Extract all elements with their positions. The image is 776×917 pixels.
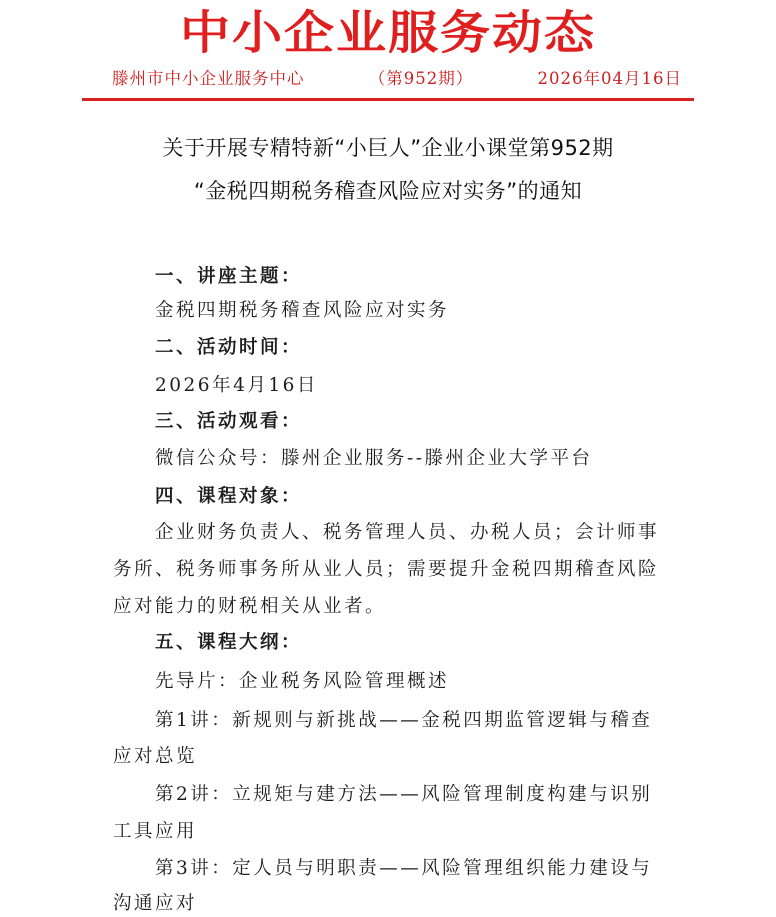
outline-line: 沟通应对 xyxy=(113,893,198,914)
audience-heading: 四、课程对象： xyxy=(155,486,303,507)
outline-line: 第1讲：新规则与新挑战——金税四期监管逻辑与稽查 xyxy=(155,710,653,731)
outline-line: 工具应用 xyxy=(113,821,198,842)
outline-line: 应对总览 xyxy=(113,746,198,767)
outline-heading: 五、课程大纲： xyxy=(155,632,303,653)
issuing-organization: 滕州市中小企业服务中心 xyxy=(112,69,305,88)
watch-heading: 三、活动观看： xyxy=(155,411,303,432)
watch-text: 微信公众号：滕州企业服务--滕州企业大学平台 xyxy=(155,448,593,469)
outline-line: 第2讲：立规矩与建方法——风险管理制度构建与识别 xyxy=(155,784,653,805)
outline-line: 先导片：企业税务风险管理概述 xyxy=(155,671,450,692)
issue-date: 2026年04月16日 xyxy=(537,69,682,88)
masthead-subline xyxy=(112,64,682,90)
masthead-title: 中小企业服务动态 xyxy=(180,5,596,60)
audience-line: 应对能力的财税相关从业者。 xyxy=(113,596,387,617)
audience-line: 企业财务负责人、税务管理人员、办税人员；会计师事 xyxy=(155,522,660,543)
time-text: 2026年4月16日 xyxy=(155,375,318,396)
red-divider xyxy=(82,98,694,101)
topic-text: 金税四期税务稽查风险应对实务 xyxy=(155,300,450,321)
issue-number: （第952期） xyxy=(368,69,474,88)
notice-title-line-2: “金税四期税务稽查风险应对实务”的通知 xyxy=(193,179,583,203)
outline-line: 第3讲：定人员与明职责——风险管理组织能力建设与 xyxy=(155,858,653,879)
time-heading: 二、活动时间： xyxy=(155,337,303,358)
audience-line: 务所、税务师事务所从业人员；需要提升金税四期稽查风险 xyxy=(113,559,660,580)
notice-title-line-1: 关于开展专精特新“小巨人”企业小课堂第952期 xyxy=(162,136,614,160)
topic-heading: 一、讲座主题： xyxy=(155,266,303,287)
